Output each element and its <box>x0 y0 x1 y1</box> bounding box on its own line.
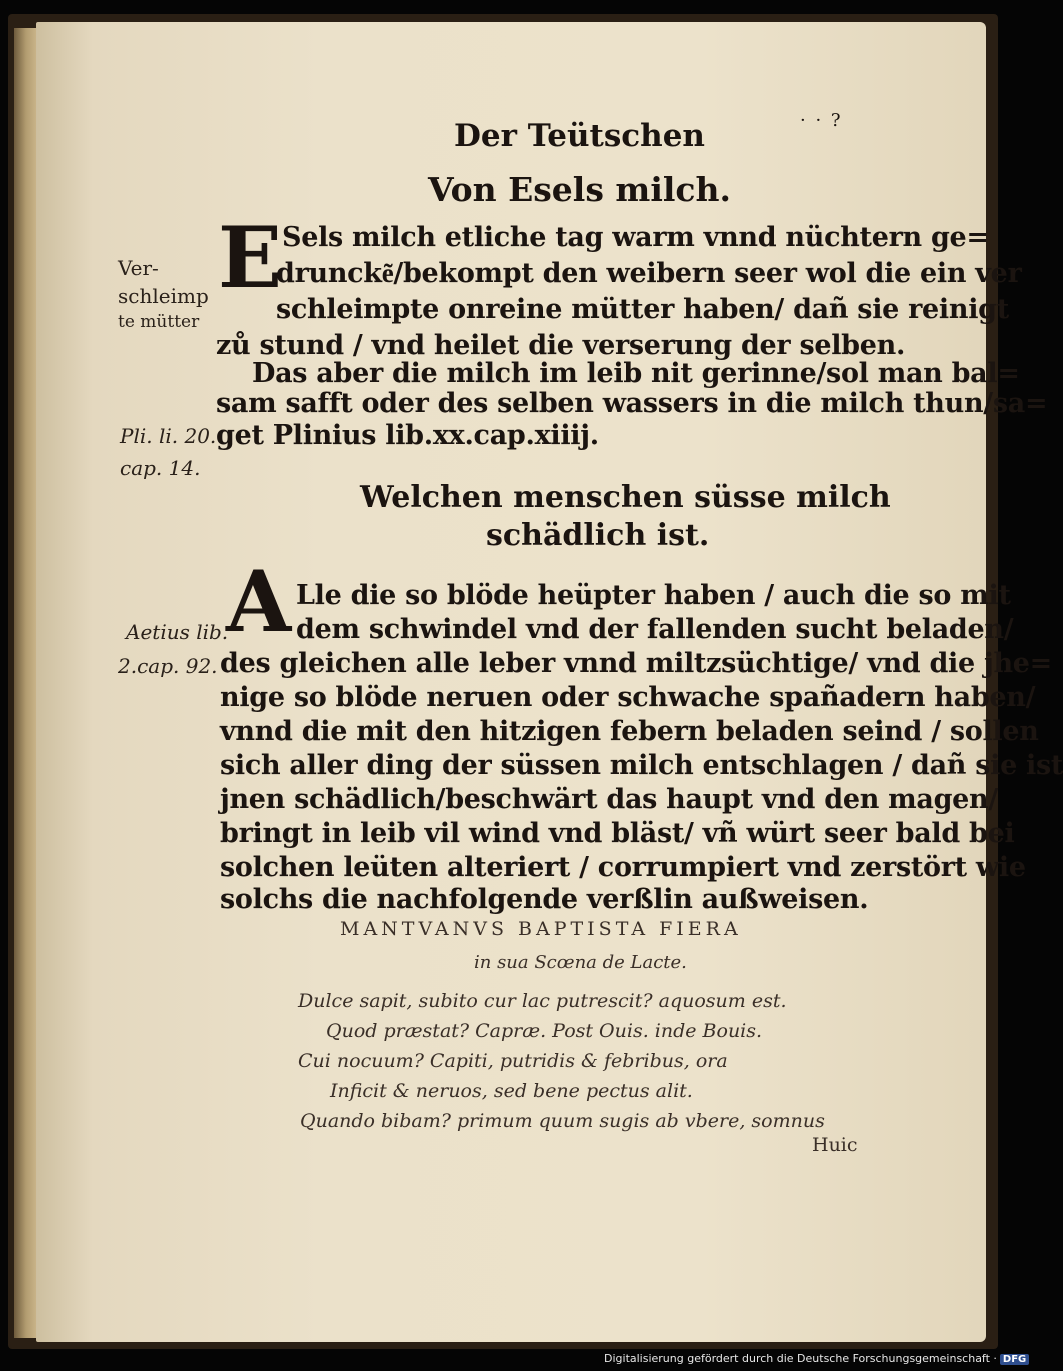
running-head: Der Teütschen <box>454 118 705 154</box>
margin-note: Ver- <box>118 256 159 280</box>
body-line: schleimpte onreine mütter haben/ dañ sie reinigt <box>276 294 1009 325</box>
verse-line: Cui nocuum? Capiti, putridis & febribus, ora <box>298 1050 728 1072</box>
body-line: sich aller ding der süssen milch entschlagen / dañ sie ist <box>220 750 1063 781</box>
verse-line: Dulce sapit, subito cur lac putrescit? aquosum est. <box>298 990 787 1012</box>
section-title: Von Esels milch. <box>428 170 731 209</box>
catchword: Huic <box>812 1134 858 1156</box>
section-title: Welchen menschen süsse milch <box>360 480 891 515</box>
body-line: druncke͂/bekompt den weibern seer wol die ein ver <box>276 258 1022 289</box>
body-line: get Plinius lib.xx.cap.xiiij. <box>216 420 599 451</box>
body-line: Lle die so blöde heüpter haben / auch die so mit <box>296 580 1011 611</box>
verse-heading: MANTVANVS BAPTISTA FIERA <box>340 918 742 940</box>
margin-note: schleimp <box>118 284 209 308</box>
body-line: des gleichen alle leber vnnd miltzsüchtige/ vnd die jhe= <box>220 648 1052 679</box>
verse-subheading: in sua Scœna de Lacte. <box>474 952 687 973</box>
body-line: sam safft oder des selben wassers in die milch thun/sa= <box>216 388 1048 419</box>
decorated-initial-e: E <box>218 208 283 307</box>
body-line: Sels milch etliche tag warm vnnd nüchtern ge= <box>282 222 989 253</box>
digitization-credit <box>604 1352 1029 1365</box>
section-title: schädlich ist. <box>486 518 710 553</box>
verse-line: Inficit & neruos, sed bene pectus alit. <box>330 1080 693 1102</box>
footer-text: Digitalisierung gefördert durch die Deutsche Forschungsgemeinschaft · <box>604 1352 997 1365</box>
body-line: nige so blöde neruen oder schwache spañadern haben/ <box>220 682 1036 713</box>
body-line: vnnd die mit den hitzigen febern beladen seind / sollen <box>220 716 1039 747</box>
body-line: zů stund / vnd heilet die verserung der selben. <box>216 330 906 361</box>
margin-reference: Pli. li. 20. <box>120 424 217 448</box>
decorated-initial-a: A <box>226 552 292 651</box>
body-line: dem schwindel vnd der fallenden sucht beladen/ <box>296 614 1014 645</box>
body-line: Das aber die milch im leib nit gerinne/sol man bal= <box>252 358 1020 389</box>
verse-line: Quod præstat? Capræ. Post Ouis. inde Bouis. <box>326 1020 763 1042</box>
body-line: jnen schädlich/beschwärt das haupt vnd den magen/ <box>220 784 998 815</box>
folio-mark: · · ? <box>800 110 843 131</box>
body-line: solchen leüten alteriert / corrumpiert vnd zerstört wie <box>220 852 1026 883</box>
verse-line: Quando bibam? primum quum sugis ab vbere, somnus <box>300 1110 825 1132</box>
margin-reference: cap. 14. <box>120 456 201 480</box>
margin-reference: Aetius lib. <box>126 620 229 644</box>
body-line: bringt in leib vil wind vnd bläst/ vñ würt seer bald bei <box>220 818 1015 849</box>
body-line: solchs die nachfolgende verßlin außweisen. <box>220 884 869 915</box>
margin-reference: 2.cap. 92. <box>118 654 218 678</box>
dfg-logo: DFG <box>1000 1354 1029 1365</box>
margin-note: te mütter <box>118 312 200 332</box>
